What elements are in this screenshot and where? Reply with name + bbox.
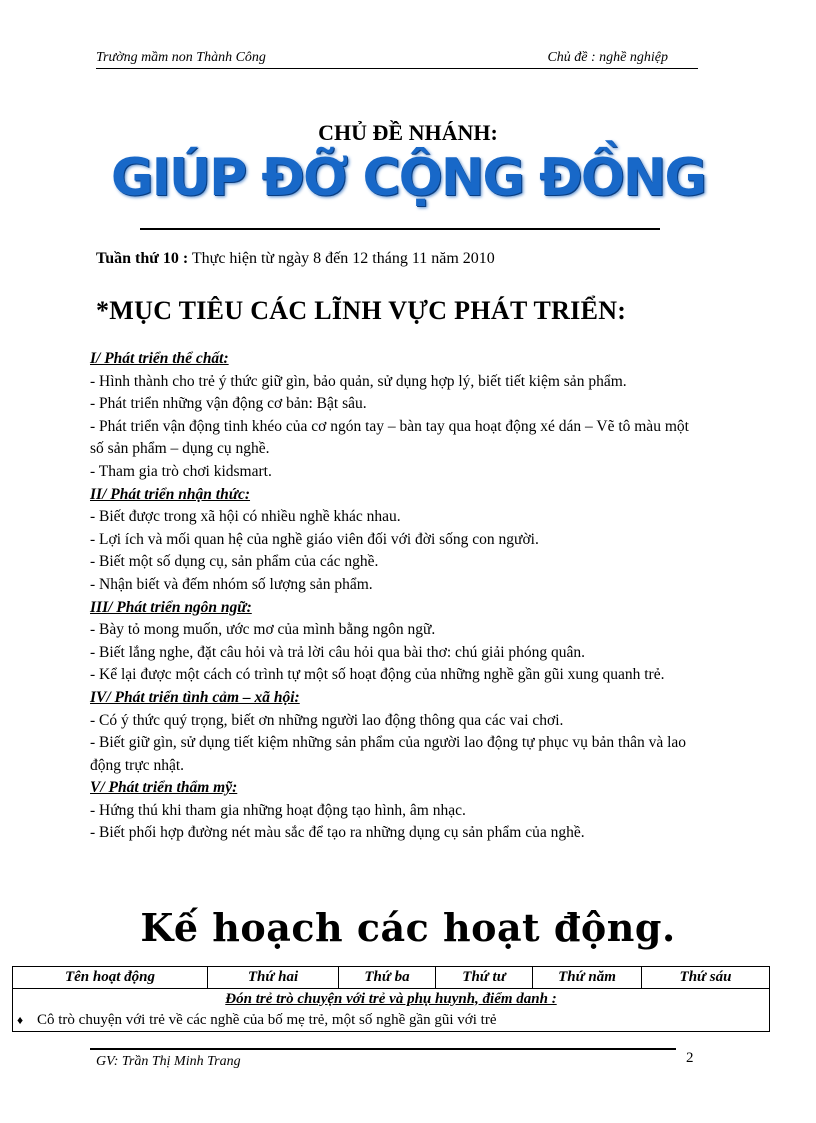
list-item: - Lợi ích và mối quan hệ của nghề giáo viên đối với đời sống con người.: [90, 530, 539, 548]
list-item: - Biết được trong xã hội có nhiều nghề khác nhau.: [90, 508, 401, 526]
col-tuesday: Thứ ba: [339, 967, 436, 989]
bullet-text: Cô trò chuyện với trẻ về các nghề của bố mẹ trẻ, một số nghề gần gũi với trẻ: [37, 1011, 497, 1028]
title-divider: [140, 228, 660, 230]
list-item: - Có ý thức quý trọng, biết ơn những người lao động thông qua các vai chơi.: [90, 711, 564, 729]
col-monday: Thứ hai: [208, 967, 339, 989]
page-header: [96, 50, 698, 69]
footer-divider: [90, 1048, 676, 1050]
list-item: - Biết giữ gìn, sử dụng tiết kiệm những sản phẩm của người lao động tự phục vụ bản thân và lao động trực nhật.: [90, 734, 687, 774]
page-number: 2: [686, 1050, 694, 1066]
diamond-bullet-icon: ♦: [17, 1012, 24, 1027]
list-item: - Biết một số dụng cụ, sản phẩm của các nghề.: [90, 553, 379, 571]
list-item: - Hình thành cho trẻ ý thức giữ gìn, bảo quản, sử dụng hợp lý, biết tiết kiệm sản phẩm.: [90, 372, 627, 390]
week-text: Thực hiện từ ngày 8 đến 12 tháng 11 năm 2010: [188, 250, 495, 267]
row-title: Đón trẻ trò chuyện với trẻ và phụ huynh, điểm danh :: [13, 989, 770, 1010]
list-item: - Phát triển những vận động cơ bản: Bật sâu.: [90, 395, 367, 413]
section-title: V/ Phát triển thẩm mỹ:: [90, 779, 238, 797]
branch-title: GIÚP ĐỠ CỘNG ĐỒNG: [110, 148, 706, 208]
list-item: - Kể lại được một cách có trình tự một số hoạt động của những nghề gần gũi xung quanh trẻ.: [90, 666, 665, 684]
section-title: IV/ Phát triển tình cảm – xã hội:: [90, 688, 300, 706]
list-item: - Nhận biết và đếm nhóm số lượng sản phẩm.: [90, 575, 373, 593]
section-title: I/ Phát triển thể chất:: [90, 350, 229, 367]
goals-heading: *MỤC TIÊU CÁC LĨNH VỰC PHÁT TRIỂN:: [96, 296, 627, 325]
school-name: Trường mầm non Thành Công: [96, 50, 266, 65]
week-label: Tuần thứ 10 :: [96, 250, 189, 267]
table-header-row: [13, 967, 770, 989]
col-friday: Thứ sáu: [642, 967, 770, 989]
table-row: [13, 989, 770, 1010]
list-item: - Biết phối hợp đường nét màu sắc để tạo ra những dụng cụ sản phẩm của nghề.: [90, 824, 585, 842]
col-thursday: Thứ năm: [533, 967, 642, 989]
col-activity-name: Tên hoạt động: [13, 967, 208, 989]
theme-label: Chủ đề : nghề nghiệp: [547, 50, 668, 65]
plan-heading: Kế hoạch các hoạt động.: [140, 905, 676, 950]
goals-content: [90, 348, 700, 845]
bullet-cell: [13, 1009, 770, 1032]
teacher-name: GV: Trần Thị Minh Trang: [96, 1054, 241, 1069]
list-item: - Bày tỏ mong muốn, ước mơ của mình bằng ngôn ngữ.: [90, 621, 436, 639]
section-title: III/ Phát triển ngôn ngữ:: [90, 598, 252, 616]
list-item: - Tham gia trò chơi kidsmart.: [90, 462, 272, 480]
list-item: - Phát triển vận động tinh khéo của cơ ngón tay – bàn tay qua hoạt động xé dán – Vẽ tô màu một số sản phẩm – dụng cụ nghề.: [90, 417, 689, 458]
week-line: [96, 250, 495, 268]
col-wednesday: Thứ tư: [436, 967, 533, 989]
table-row: [13, 1009, 770, 1032]
list-item: - Hứng thú khi tham gia những hoạt động tạo hình, âm nhạc.: [90, 801, 466, 819]
activity-table: [12, 966, 770, 1032]
section-title: II/ Phát triển nhận thức:: [90, 485, 251, 503]
branch-subtitle: CHỦ ĐỀ NHÁNH:: [318, 120, 498, 145]
list-item: - Biết lắng nghe, đặt câu hỏi và trả lời câu hỏi qua bài thơ: chú giải phóng quân.: [90, 643, 586, 661]
